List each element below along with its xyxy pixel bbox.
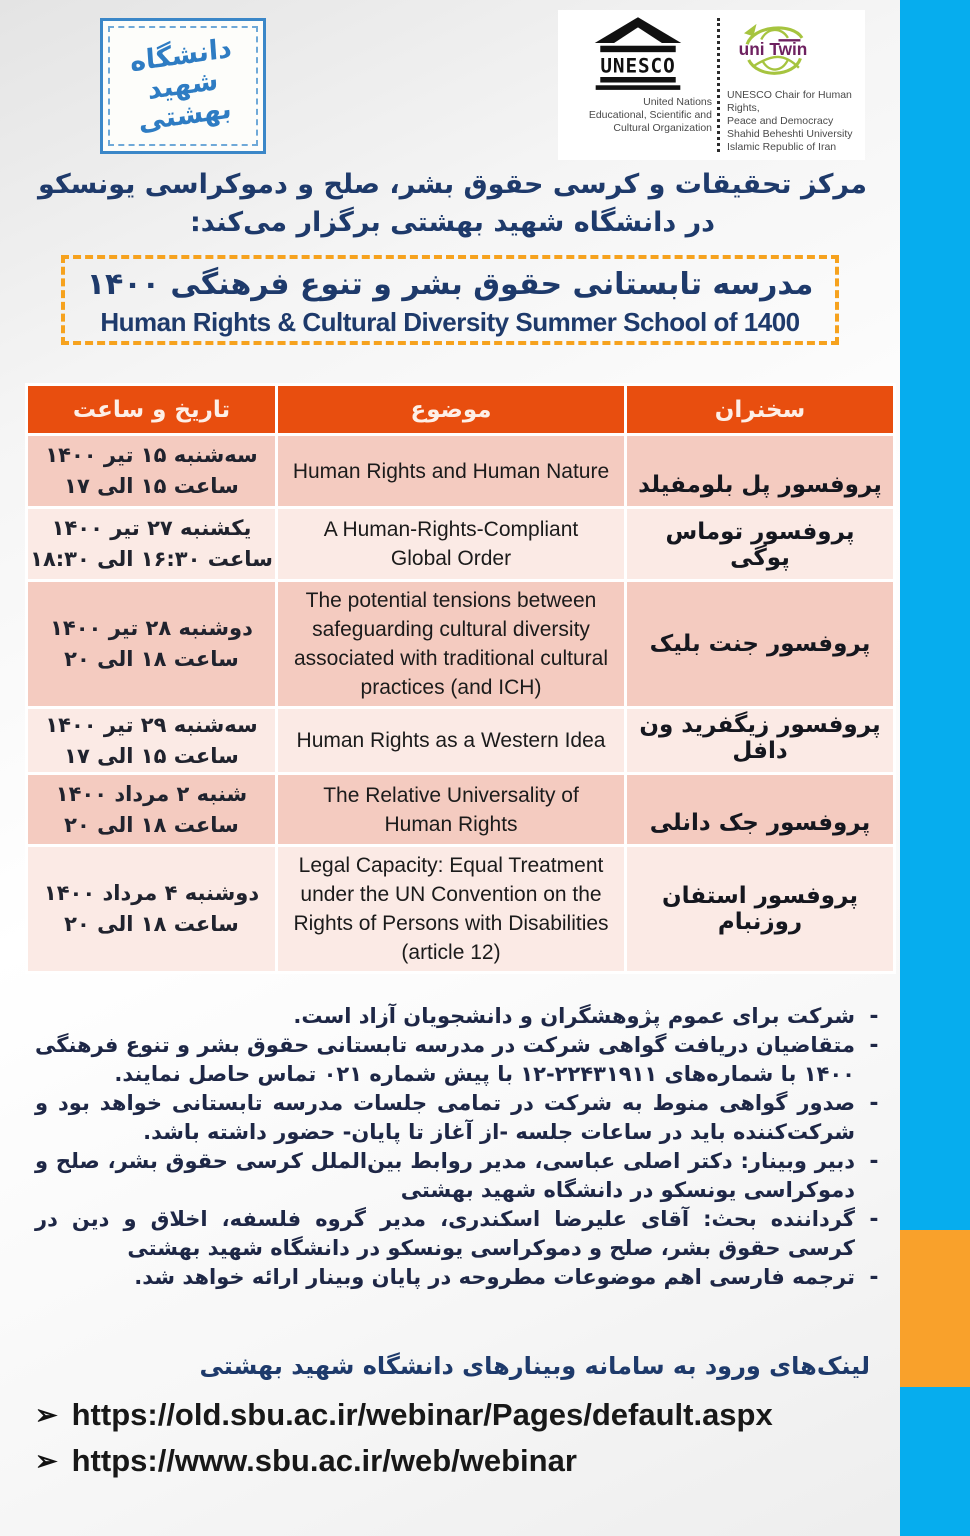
date-cell: سه‌شنبه ۱۵ تیر ۱۴۰۰ ساعت ۱۵ الی ۱۷ xyxy=(27,435,277,508)
date-cell: شنبه ۲ مرداد ۱۴۰۰ ساعت ۱۸ الی ۲۰ xyxy=(27,774,277,846)
date-cell: سه‌شنبه ۲۹ تیر ۱۴۰۰ ساعت ۱۵ الی ۱۷ xyxy=(27,708,277,774)
unesco-temple-icon xyxy=(592,16,684,92)
event-title-fa: مدرسه تابستانی حقوق بشر و تنوع فرهنگی ۱۴۰۰ xyxy=(86,267,814,302)
schedule-table xyxy=(25,383,896,974)
header-speaker: سخنران xyxy=(626,385,895,435)
table-row xyxy=(27,774,895,846)
links-list xyxy=(35,1392,773,1484)
unitwin-caption: UNESCO Chair for Human Rights, Peace and Democracy Shahid Beheshti University Islamic Republic of Iran xyxy=(727,89,853,153)
organizer-line-1: مرکز تحقیقات و کرسی حقوق بشر، صلح و دموکراسی یونسکو xyxy=(38,169,867,200)
subject-cell: The potential tensions between safeguarding cultural diversity associated with traditional cultural practices (and ICH) xyxy=(277,581,626,708)
dash-bullet-icon: - xyxy=(869,1149,879,1174)
table-header-row xyxy=(27,385,895,435)
subject-cell: A Human-Rights-Compliant Global Order xyxy=(277,508,626,581)
event-title-en: Human Rights & Cultural Diversity Summer School of 1400 xyxy=(100,307,800,337)
event-title-box xyxy=(61,255,839,345)
speaker-cell: پروفسور جک دانلی xyxy=(626,774,895,846)
speaker-cell: پروفسور جنت بلیک xyxy=(626,581,895,708)
table-row xyxy=(27,435,895,508)
sbu-logo-frame xyxy=(108,26,258,146)
speaker-cell: پروفسور استفان روزنبام xyxy=(626,846,895,973)
unitwin-globe-icon xyxy=(727,16,819,85)
sbu-calligraphy-text: دانشگاه شهید بهشتی xyxy=(129,32,233,138)
list-item: - دبیر وبینار: دکتر اصلی عباسی، مدیر روابط بین‌الملل کرسی حقوق بشر، صلح و دموکراسی یونسکو در دانشگاه شهید بهشتی xyxy=(35,1147,893,1205)
organizer-line-2: در دانشگاه شهید بهشتی برگزار می‌کند: xyxy=(189,207,716,238)
subject-cell: The Relative Universality of Human Rights xyxy=(277,774,626,846)
date-cell: یکشنبه ۲۷ تیر ۱۴۰۰ ساعت ۱۶:۳۰ الی ۱۸:۳۰ xyxy=(27,508,277,581)
list-item xyxy=(35,1438,773,1484)
dash-bullet-icon: - xyxy=(869,1207,879,1232)
list-item: - شرکت برای عموم پژوهشگران و دانشجویان آزاد است. xyxy=(35,1002,893,1031)
table-row xyxy=(27,708,895,774)
dash-bullet-icon: - xyxy=(869,1091,879,1116)
list-item: - گرداننده بحث: آقای علیرضا اسکندری، مدیر گروه فلسفه، اخلاق و دین در کرسی حقوق بشر، صلح و دموکراسی یونسکو در دانشگاه شهید بهشتی xyxy=(35,1205,893,1263)
dash-bullet-icon: - xyxy=(869,1004,879,1029)
date-cell: دوشنبه ۴ مرداد ۱۴۰۰ ساعت ۱۸ الی ۲۰ xyxy=(27,846,277,973)
svg-text:uni Twin: uni Twin xyxy=(738,39,808,60)
sbu-logo xyxy=(100,18,266,154)
list-item xyxy=(35,1392,773,1438)
webinar-link-old[interactable]: https://old.sbu.ac.ir/webinar/Pages/default.aspx xyxy=(71,1397,773,1432)
speaker-cell: پروفسور پل بلومفیلد xyxy=(626,435,895,508)
notes-list xyxy=(35,1002,893,1292)
chair-logo-block xyxy=(558,10,865,160)
header-subject: موضوع xyxy=(277,385,626,435)
table-row xyxy=(27,508,895,581)
unesco-caption: United Nations Educational, Scientific and Cultural Organization xyxy=(588,96,712,134)
logo-divider-dotted xyxy=(717,18,720,152)
dash-bullet-icon: - xyxy=(869,1265,879,1290)
unitwin-logo xyxy=(723,16,861,154)
svg-text:UNESCO: UNESCO xyxy=(600,54,676,78)
list-item: - صدور گواهی منوط به شرکت در تمامی جلسات مدرسه تابستانی خواهد بود و شرکت‌کننده باید در ساعات جلسه -از آغاز تا پایان- حضور داشته باشد. xyxy=(35,1089,893,1147)
header-datetime: تاریخ و ساعت xyxy=(27,385,277,435)
organizer-heading xyxy=(0,166,905,242)
table-row xyxy=(27,581,895,708)
list-item: - متقاضیان دریافت گواهی شرکت در مدرسه تابستانی حقوق بشر و تنوع فرهنگی ۱۴۰۰ با شماره‌های ۲۲۴۳۱۹۱۱-۱۲ با پیش شماره ۰۲۱ تماس حاصل نمایند. xyxy=(35,1031,893,1089)
arrow-bullet-icon: ➢ xyxy=(35,1399,58,1430)
subject-cell: Human Rights and Human Nature xyxy=(277,435,626,508)
list-item: - ترجمه فارسی اهم موضوعات مطروحه در پایان وبینار ارائه خواهد شد. xyxy=(35,1263,893,1292)
subject-cell: Human Rights as a Western Idea xyxy=(277,708,626,774)
speaker-cell: پروفسور توماس پوگی xyxy=(626,508,895,581)
webinar-link-new[interactable]: https://www.sbu.ac.ir/web/webinar xyxy=(71,1443,577,1478)
arrow-bullet-icon: ➢ xyxy=(35,1445,58,1476)
date-cell: دوشنبه ۲۸ تیر ۱۴۰۰ ساعت ۱۸ الی ۲۰ xyxy=(27,581,277,708)
speaker-cell: پروفسور زیگفرید ون دافل xyxy=(626,708,895,774)
unesco-logo xyxy=(562,16,714,154)
links-heading: لینک‌های ورود به سامانه وبینارهای دانشگاه شهید بهشتی xyxy=(199,1352,870,1380)
table-row xyxy=(27,846,895,973)
right-orange-stripe-segment xyxy=(900,1230,970,1387)
dash-bullet-icon: - xyxy=(869,1033,879,1058)
subject-cell: Legal Capacity: Equal Treatment under the UN Convention on the Rights of Persons with Disabilities (article 12) xyxy=(277,846,626,973)
